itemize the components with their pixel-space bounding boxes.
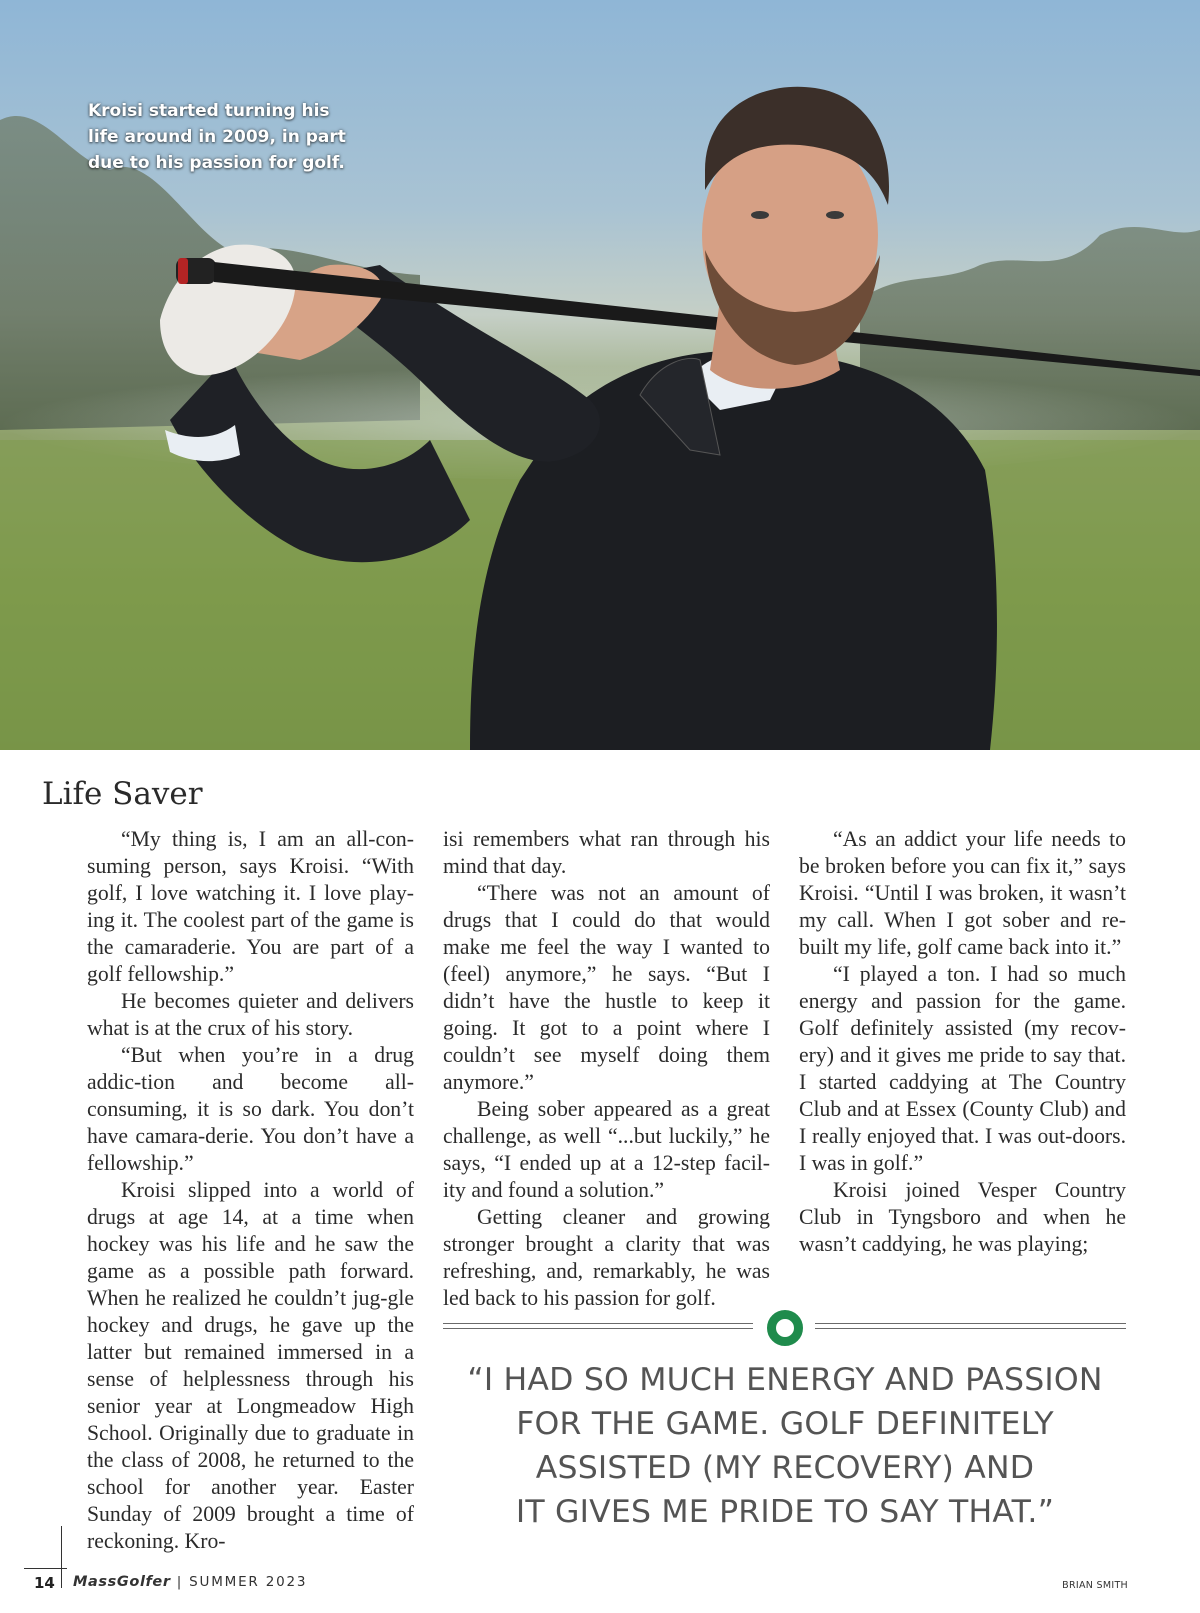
paragraph: “My thing is, I am an all-con-suming person, says Kroisi. “With golf, I love watching it. I love play-ing it. The coolest part of the game is the camaraderie. You are part of a golf fellowship.” [87,827,414,986]
photo-credit: BRIAN SMITH [1062,1580,1128,1591]
divider-rule-left [443,1323,753,1324]
pull-quote-divider [443,1310,1126,1346]
hero-photo [0,0,1200,750]
footer-separator: | [176,1574,184,1590]
paragraph: Kroisi joined Vesper Country Club in Tyngsboro and when he wasn’t caddying, he was playing; [799,1178,1126,1256]
article-column-2 [443,826,770,1312]
pull-quote-line: “I HAD SO MUCH ENERGY AND PASSION [467,1362,1103,1398]
paragraph: “There was not an amount of drugs that I could do that would make me feel the way I wanted to (feel) anymore,” he says. “But I didn’t have the hustle to keep it going. It got to a point where I couldn’t see myself doing them anymore.” [443,881,770,1094]
pull-quote-line: FOR THE GAME. GOLF DEFINITELY [516,1406,1054,1442]
article-column-3 [799,826,1126,1258]
pull-quote-line: IT GIVES ME PRIDE TO SAY THAT.” [515,1494,1055,1530]
folio-rule-horizontal [24,1568,67,1569]
paragraph: “I played a ton. I had so much energy and passion for the game. Golf definitely assisted (my recov-ery) and it gives me pride to say that. I started caddying at The Country Club and at Essex (County Club) and I really enjoyed that. I was out-doors. I was in golf.” [799,962,1126,1175]
paragraph: “But when you’re in a drug addic-tion and become all-consuming, it is so dark. You don’t have camara-derie. You don’t have a fellowship.” [87,1043,414,1175]
pull-quote-line: ASSISTED (MY RECOVERY) AND [535,1450,1035,1486]
article-column-1 [87,826,414,1555]
divider-rule-right [815,1323,1126,1324]
folio-rule-vertical [61,1526,62,1588]
golf-ball-ring-icon [767,1310,803,1346]
paragraph: Getting cleaner and growing stronger brought a clarity that was refreshing, and, remarkably, he was led back to his passion for golf. [443,1205,770,1310]
page-number: 14 [34,1574,55,1592]
photo-caption: Kroisi started turning his life around in 2009, in part due to his passion for golf. [88,101,346,173]
issue-date: SUMMER 2023 [189,1574,308,1590]
paragraph: isi remembers what ran through his mind that day. [443,827,770,878]
footer-masthead [73,1574,307,1590]
pull-quote [436,1358,1134,1534]
paragraph: Being sober appeared as a great challenge, as well “...but luckily,” he says, “I ended up at a 12-step facil-ity and found a solution.” [443,1097,770,1202]
paragraph: He becomes quieter and delivers what is at the crux of his story. [87,989,414,1040]
paragraph: “As an addict your life needs to be broken before you can fix it,” says Kroisi. “Until I was broken, it wasn’t my call. When I got sober and re-built my life, golf came back into it.” [799,827,1126,959]
magazine-name: MassGolfer [73,1574,171,1590]
paragraph: Kroisi slipped into a world of drugs at age 14, at a time when hockey was his life and he saw the game as a possible path forward. When he realized he couldn’t jug-gle hockey and drugs, he gave up the latter but remained immersed in a sense of helplessness through his senior year at Longmeadow High School. Originally due to graduate in the class of 2008, he returned to the school for another year. Easter Sunday of 2009 brought a time of reckoning. Kro- [87,1178,414,1553]
section-title: Life Saver [42,776,203,812]
